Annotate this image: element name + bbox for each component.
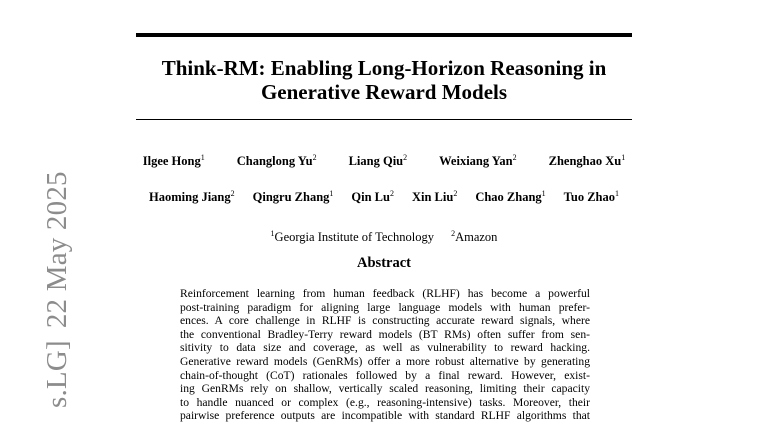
author: Xin Liu$^2$	[411, 189, 458, 204]
abstract-body	[180, 287, 590, 423]
abstract-line: chain-of-thought (CoT) rationales followed by a final reward. However, exist-	[180, 368, 590, 382]
abstract-line: ing GenRMs rely on shallow, vertically scaled reasoning, limiting their capacity	[180, 382, 590, 396]
title-top-rule	[136, 33, 632, 37]
author: Weixiang Yan$^2$	[439, 153, 517, 168]
author: Zhenghao Xu$^1$	[548, 153, 626, 168]
abstract-line: sitivity to data size and coverage, as well as vulnerability to reward hacking.	[180, 341, 590, 355]
author: Tuo Zhao$^1$	[563, 189, 619, 204]
abstract-line: Generative reward models (GenRMs) offer a more robust alternative by generating	[180, 354, 590, 368]
author: Haoming Jiang$^2$	[149, 189, 235, 204]
abstract-line: the conventional Bradley-Terry reward models (BT RMs) often suffer from sen-	[180, 327, 590, 341]
abstract-line: Reinforcement learning from human feedback (RLHF) has become a powerful	[180, 287, 590, 300]
arxiv-date: 22 May 2025	[41, 171, 73, 329]
author: Qingru Zhang$^1$	[252, 189, 334, 204]
author-row-2	[120, 189, 648, 205]
affiliation: $^2$Amazon	[451, 229, 498, 244]
title-line: Generative Reward Models	[260, 80, 508, 104]
abstract-line: post-training paradigm for aligning large language models with human prefer-	[180, 300, 590, 314]
author: Qin Lu$^2$	[351, 189, 394, 204]
author: Chao Zhang$^1$	[475, 189, 546, 204]
abstract-heading: Abstract	[357, 255, 411, 271]
abstract-line: to handle nuanced or complex (e.g., reasoning-intensive) tasks. Moreover, their	[180, 395, 590, 409]
title-line: Think-RM: Enabling Long-Horizon Reasoning in	[161, 56, 607, 80]
abstract-line: ences. A core challenge in RLHF is constructing accurate reward signals, where	[180, 314, 590, 328]
author: Liang Qiu$^2$	[348, 153, 408, 168]
author: Ilgee Hong$^1$	[142, 153, 205, 168]
arxiv-stamp	[42, 171, 72, 408]
author: Changlong Yu$^2$	[236, 153, 317, 168]
paper-title	[136, 56, 632, 104]
affiliations	[136, 229, 632, 245]
title-bottom-rule	[136, 119, 632, 120]
affiliation: $^1$Georgia Institute of Technology	[270, 229, 434, 244]
abstract-line: pairwise preference outputs are incompatible with standard RLHF algorithms that	[180, 409, 590, 423]
arxiv-category: s.LG]	[41, 340, 73, 408]
author-row-1	[120, 153, 648, 169]
